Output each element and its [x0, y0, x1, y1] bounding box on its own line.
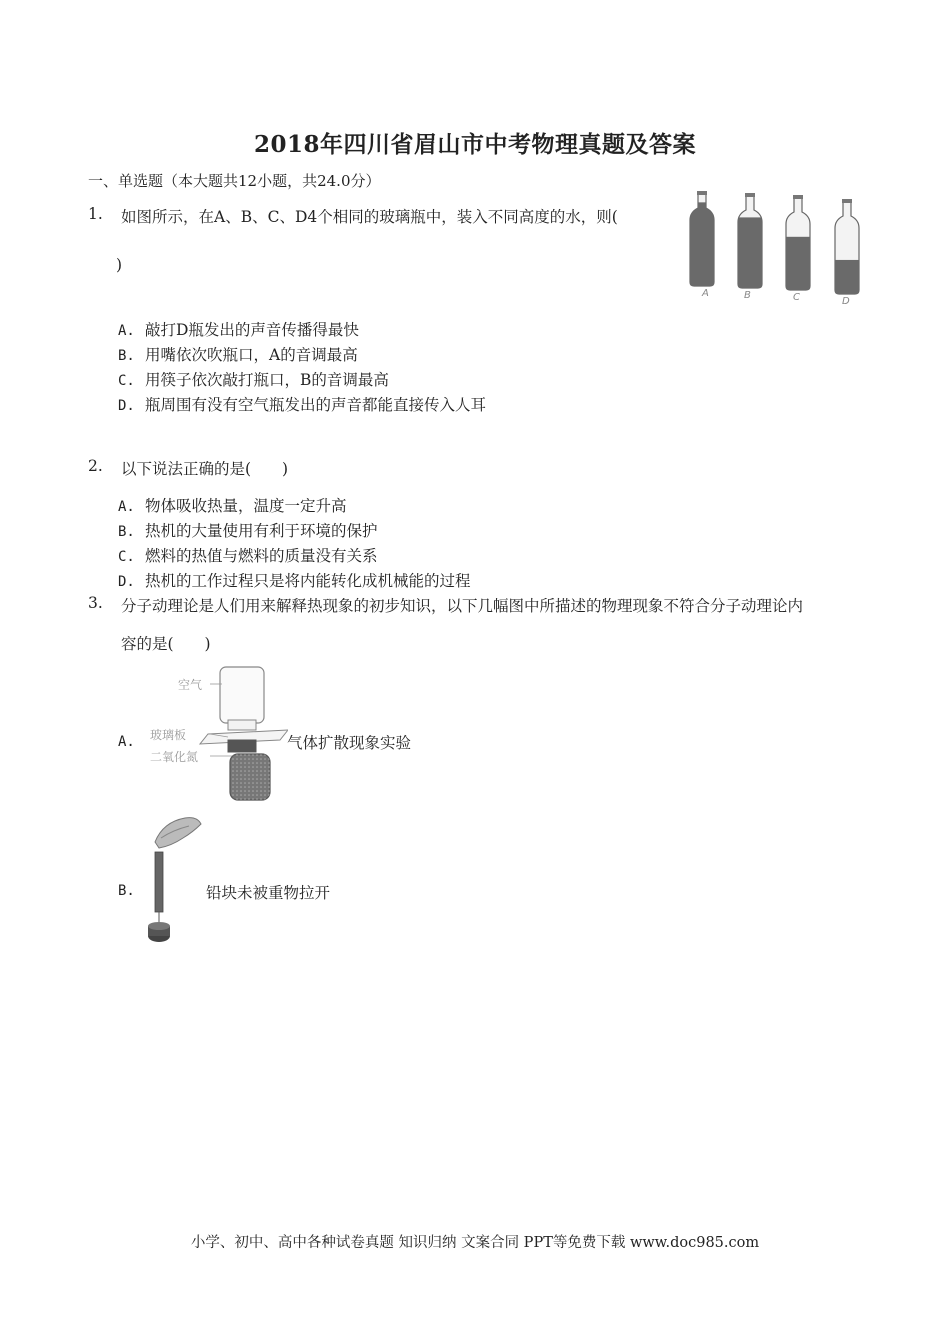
bottle-label: D	[842, 296, 850, 307]
bottle-a	[690, 191, 714, 287]
question-text: 以下说法正确的是( )	[121, 460, 289, 478]
figure-label: 二氧化氮	[150, 750, 199, 764]
option-b[interactable]	[118, 881, 145, 899]
bottle-c	[786, 195, 810, 291]
option-text: 敲打D瓶发出的声音传播得最快	[145, 321, 359, 339]
bottle-label: B	[744, 290, 751, 301]
option-c[interactable]	[118, 544, 378, 566]
option-letter: B.	[118, 883, 135, 899]
option-letter: A.	[118, 734, 135, 750]
option-text: 燃料的热值与燃料的质量没有关系	[145, 547, 378, 565]
option-letter: D.	[118, 574, 135, 590]
option-a-text: 气体扩散现象实验	[287, 734, 412, 752]
option-letter: C.	[118, 549, 135, 565]
bottle-d	[835, 199, 859, 295]
option-a[interactable]	[118, 318, 359, 340]
figure-label: 玻璃板	[150, 728, 187, 742]
option-d[interactable]	[118, 393, 486, 415]
option-letter: D.	[118, 398, 135, 414]
question-number: 1.	[88, 205, 103, 223]
option-text: 用嘴依次吹瓶口，A的音调最高	[145, 346, 358, 364]
question-text-cont: )	[116, 256, 123, 274]
option-letter: C.	[118, 373, 135, 389]
figure-label: 空气	[178, 678, 203, 692]
option-letter: A.	[118, 499, 135, 515]
option-a[interactable]	[118, 494, 347, 516]
question-text: 分子动理论是人们用来解释热现象的初步知识，以下几幅图中所描述的物理现象不符合分子动理论内	[121, 597, 804, 615]
page-footer: 小学、初中、高中各种试卷真题 知识归纳 文案合同 PPT等免费下载 www.doc985.com	[190, 1235, 760, 1251]
option-b[interactable]	[118, 343, 358, 365]
water-level	[738, 217, 762, 289]
option-letter: B.	[118, 524, 135, 540]
bottles-figure	[680, 190, 880, 315]
bottle-label: C	[793, 292, 800, 303]
bottle-label: A	[702, 288, 709, 299]
water-level	[786, 237, 810, 291]
option-text: 物体吸收热量，温度一定升高	[145, 497, 347, 515]
option-text: 热机的大量使用有利于环境的保护	[145, 522, 378, 540]
option-letter: B.	[118, 348, 135, 364]
question-number: 3.	[88, 594, 103, 612]
option-text: 用筷子依次敲打瓶口，B的音调最高	[145, 371, 389, 389]
lead-block-figure	[145, 812, 205, 948]
section-heading: 一、单选题（本大题共12小题，共24.0分）	[88, 172, 381, 190]
bottle-b	[738, 193, 762, 289]
option-d[interactable]	[118, 569, 471, 591]
question-text: 如图所示，在A、B、C、D4个相同的玻璃瓶中，装入不同高度的水，则(	[121, 208, 618, 226]
option-b[interactable]	[118, 519, 378, 541]
question-text-cont: 容的是( )	[121, 635, 211, 653]
option-c[interactable]	[118, 368, 389, 390]
gas-diffusion-figure	[148, 662, 288, 804]
page-title: 2018年四川省眉山市中考物理真题及答案	[253, 131, 696, 158]
question-number: 2.	[88, 457, 103, 475]
option-b-text: 铅块未被重物拉开	[206, 884, 331, 902]
option-text: 热机的工作过程只是将内能转化成机械能的过程	[145, 572, 471, 590]
option-text: 瓶周围有没有空气瓶发出的声音都能直接传入人耳	[145, 396, 487, 414]
water-level	[690, 202, 714, 287]
option-letter: A.	[118, 323, 135, 339]
water-level	[835, 260, 859, 295]
option-a[interactable]	[118, 732, 145, 750]
